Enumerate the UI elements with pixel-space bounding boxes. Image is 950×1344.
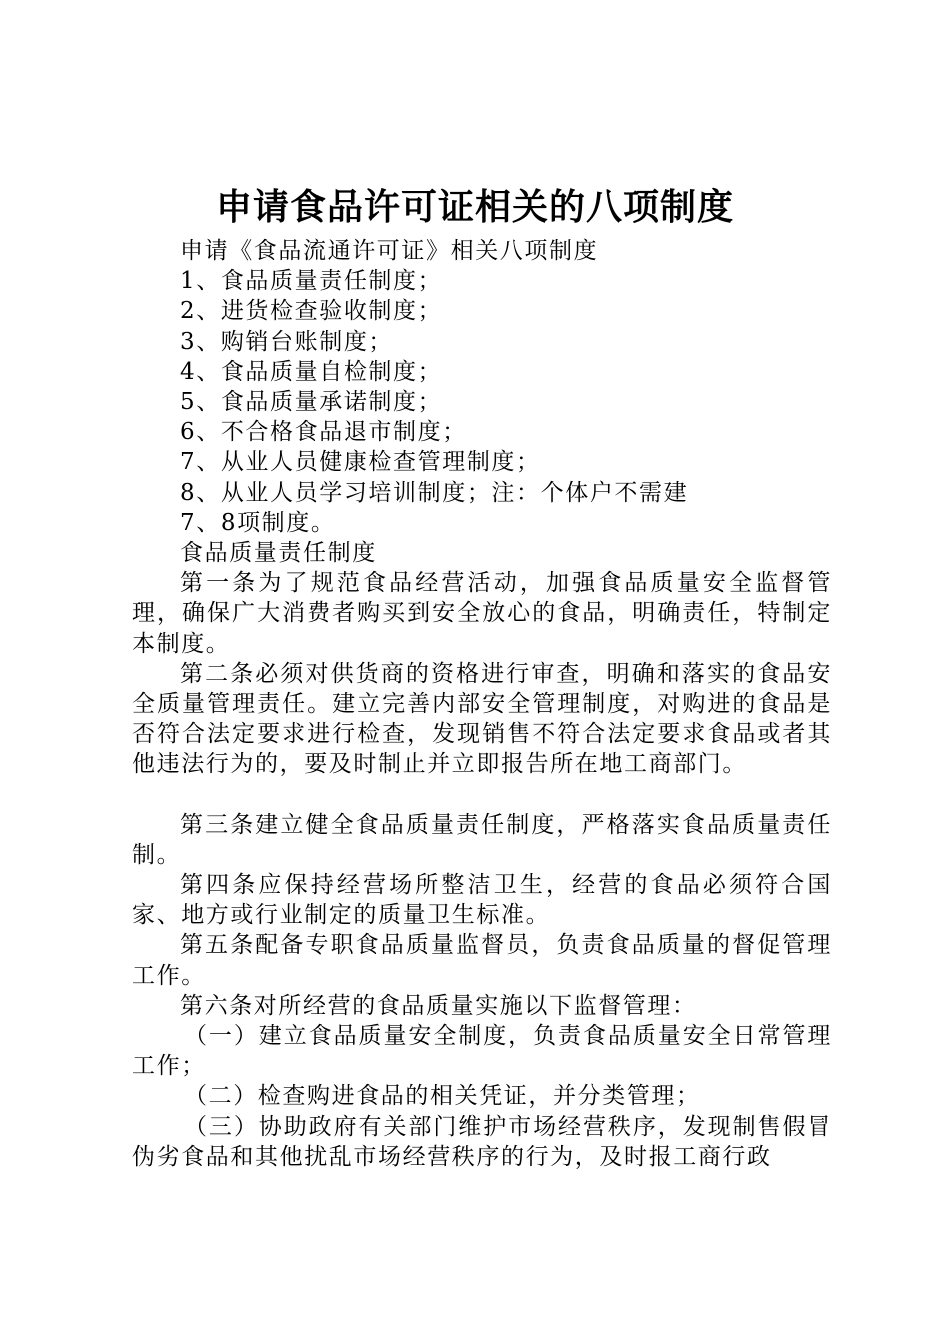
- list-item: 1、食品质量责任制度；: [180, 268, 443, 295]
- article-paragraph: 第三条建立健全食品质量责任制度，严格落实食品质量责任制。: [132, 811, 832, 868]
- document-body: [132, 236, 832, 1172]
- article-paragraph: 第四条应保持经营场所整洁卫生，经营的食品必须符合国家、地方或行业制定的质量卫生标准。: [132, 872, 832, 929]
- list-item: 8、从业人员学习培训制度；注：个体户不需建: [180, 479, 689, 506]
- list-item: 4、食品质量自检制度；: [180, 358, 443, 385]
- article-paragraph: 第二条必须对供货商的资格进行审查，明确和落实的食品安全质量管理责任。建立完善内部安全管理制度，对购进的食品是否符合法定要求进行检查，发现销售不符合法定要求食品或者其他违法行为的，要及时制止并立即报告所在地工商部门。: [132, 660, 832, 778]
- article-paragraph: 第六条对所经营的食品质量实施以下监督管理：: [180, 992, 697, 1019]
- paragraph-spacer: [132, 780, 832, 810]
- list-item: 7、从业人员健康检查管理制度；: [180, 449, 541, 476]
- article-paragraph: 第一条为了规范食品经营活动，加强食品质量安全监督管理，确保广大消费者购买到安全放心的食品，明确责任，特制定本制度。: [132, 570, 832, 657]
- article-paragraph: 第五条配备专职食品质量监督员，负责食品质量的督促管理工作。: [132, 932, 832, 989]
- sub-clause: （三）协助政府有关部门维护市场经营秩序，发现制售假冒伪劣食品和其他扰乱市场经营秩序的行为，及时报工商行政: [132, 1113, 832, 1170]
- list-item: 5、食品质量承诺制度；: [180, 389, 443, 416]
- list-item: 3、购销台账制度；: [180, 328, 394, 355]
- list-item: 2、进货检查验收制度；: [180, 298, 443, 325]
- sub-clause: （一）建立食品质量安全制度，负责食品质量安全日常管理工作；: [132, 1023, 832, 1080]
- list-item: 6、不合格食品退市制度；: [180, 419, 467, 446]
- document-title: 申请食品许可证相关的八项制度: [215, 187, 734, 228]
- section-heading: 食品质量责任制度: [180, 540, 377, 567]
- sub-clause: （二）检查购进食品的相关凭证，并分类管理；: [184, 1083, 701, 1110]
- list-item-continuation: 7、8项制度。: [180, 509, 336, 536]
- paragraph-intro: 申请《食品流通许可证》相关八项制度: [180, 238, 599, 264]
